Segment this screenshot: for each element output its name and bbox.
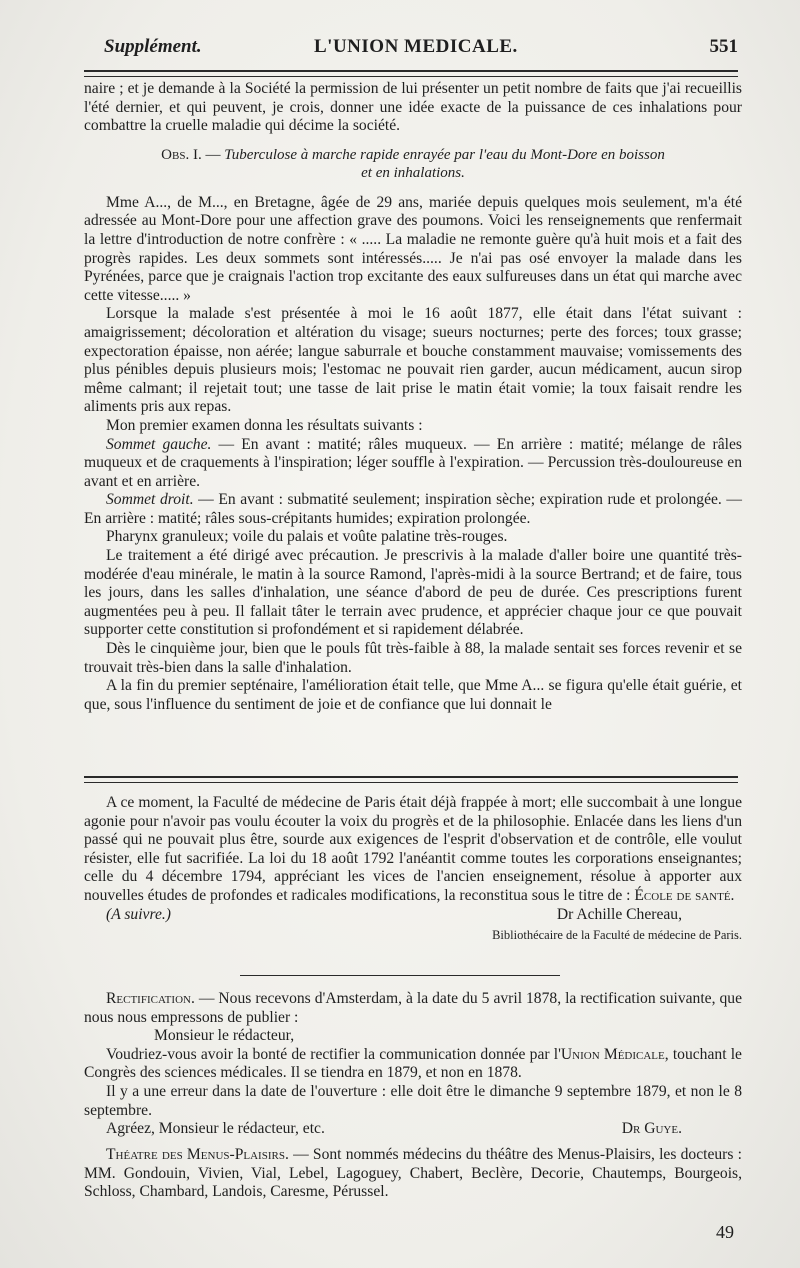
running-header [104,36,738,64]
rectification-closing-row [84,1120,742,1140]
observation-title [84,146,742,182]
sommet-droit-text: — En avant : submatité seulement; inspiration sèche; expiration rude et prolongée. — En arrière : matité; râles sous-crépitants humides; expiration prolongée. [84,491,742,527]
rectification-signature: Dr Guye. [621,1120,682,1138]
paragraph-first-week: A la fin du premier septénaire, l'amélioration était telle, que Mme A... se figura qu'elle était guérie, et que, sous l'influence du sentiment de joie et de confiance que lui donnait le [84,677,742,713]
rectification-intro: — Nous recevons d'Amsterdam, à la date du 5 avril 1878, la rectification suivante, que nous nous empressons de publier : [84,990,742,1026]
sommet-gauche-text: — En avant : matité; râles muqueux. — En arrière : matité; mélange de râles muqueux et de craquements à l'inspiration; léger souffle à l'expiration. — Percussion très-douloureuse en avant et en arrière. [84,435,742,490]
rectification-label: Rectification. [106,990,195,1007]
main-text [84,80,742,714]
rectification-body2: Il y a une erreur dans la date de l'ouverture : elle doit être le dimanche 9 septembre 1879, et non le 8 septembre. [84,1082,742,1119]
feuilleton-signature-title: Bibliothécaire de la Faculté de médecine de Paris. [492,927,742,942]
journal-title: L'UNION MEDICALE. [314,36,518,57]
paragraph-patient: Mme A..., de M..., en Bretagne, âgée de 29 ans, mariée depuis quelques mois seulement, m'a été adressée au Mont-Dore pour une affection grave des poumons. Voici les renseignements que renfermait la lettre d'introduction de notre confrère : « ..... La maladie ne remonte guère qu'à huit mois et a fait des progrès rapides. Les deux sommets sont intéressés..... Je n'ai pas osé envoyer la malade dans les Pyrénées, parce que je craignais l'action trop excitante des eaux sulfureuses dans un état qui marche avec cette vitesse..... » [84,193,742,304]
page-number: 551 [709,36,738,57]
paragraph-treatment: Le traitement a été dirigé avec précaution. Je prescrivis à la malade d'aller boire une quantité très-modérée d'eau minérale, le matin à la source Ramond, l'après-midi à la source Bertrand; et de faire, tous les jours, dans les salles d'inhalation, une séance d'abord de peu de durée. Ces prescriptions furent augmentées peu à peu. Il fallait tâter le terrain avec prudence, et apprécier chaque jour ce que pouvait supporter cette constitution si profondément et si rapidement délabrée. [84,547,742,639]
theatre-paragraph [84,1146,742,1202]
sommet-gauche-label: Sommet gauche. [106,435,212,453]
observation-dash: — [201,146,225,163]
rectification-body1-a: Voudriez-vous avoir la bonté de rectifier la communication donnée par l' [106,1045,561,1063]
feuilleton-body: A ce moment, la Faculté de médecine de Paris était déjà frappée à mort; elle succombait à une longue agonie pour n'avoir pas voulu écouter la voix du progrès et de la philosophie. Enlacée dans les liens d'un passé qui ne pouvait plus être, sourde aux exigences de l'esprit d'observation et de contrôle, elle voulut résister, elle fut sacrifiée. La loi du 18 août 1792 l'anéantit comme toutes les corporations enseignantes; celle du 4 décembre 1794, appréciant les vices de l'ancien enseignement, résolue à apporter aux nouvelles études de profondes et radicales modifications, la reconstitua sous le titre de : [84,794,742,904]
intro-paragraph: naire ; et je demande à la Société la permission de lui présenter un petit nombre de faits que j'ai recueillis l'été dernier, et qui peuvent, je crois, donner une idée exacte de la puissance de ces inhalations pour combattre la cruelle maladie qui décime la société. [84,80,742,135]
a-suivre: (A suivre.) [106,905,171,923]
observation-label: Obs. I. [161,146,202,163]
observation-title-line2: et en inhalations. [361,164,465,181]
feuilleton-rule-thin [84,782,738,783]
rectification-paragraph [84,990,742,1027]
union-medicale-name: Union Médicale [560,1045,665,1063]
ecole-de-sante: École de santé. [634,886,735,904]
paragraph-pharynx: Pharynx granuleux; voile du palais et voûte palatine très-rouges. [106,528,508,546]
paragraph-sommet-gauche [84,436,742,492]
header-rule [84,70,738,72]
observation-title-line1: Tuberculose à marche rapide enrayée par l'eau du Mont-Dore en boisson [224,146,665,163]
paragraph-sommet-droit [84,491,742,528]
feuilleton-rule [84,776,738,778]
paragraph-exam: Mon premier examen donna les résultats suivants : [106,416,423,434]
header-section: Supplément. [104,36,202,57]
rectification-salutation: Monsieur le rédacteur, [154,1027,295,1045]
rectification-body1-b: , touchant le Congrès des sciences médicales. Il se tiendra en 1879, et non en 1878. [84,1045,742,1082]
folio-signature: 49 [716,1222,734,1242]
feuilleton-signature-row [84,906,742,926]
section-divider [240,975,560,976]
paragraph-state: Lorsque la malade s'est présentée à moi le 16 août 1877, elle était dans l'état suivant : amaigrissement; décoloration et altération du visage; sueurs nocturnes; perte des forces; toux grasse; expectoration épaisse, non aérée; langue saburrale et bouche constamment mauvaise; vomissements des plus pénibles depuis plusieurs mois; l'estomac ne pouvait rien garder, aucun médicament, aucun sirop même calmant; il rejetait tout; une tasse de lait prise le matin était vomie; la toux faisait rendre les aliments pris aux repas. [84,305,742,416]
rectification-body1 [84,1046,742,1083]
theatre-text: — Sont nommés médecins du théâtre des Menus-Plaisirs, les docteurs : MM. Gondouin, Vivien, Vial, Lebel, Lagoguey, Chabert, Beclère, Decorie, Chautemps, Bourgeois, Schloss, Chambard, Landois, Caresme, Pérussel. [84,1146,742,1201]
feuilleton-signature: Dr Achille Chereau, [556,905,682,923]
paragraph-fifth-day: Dès le cinquième jour, bien que le pouls fût très-faible à 88, la malade sentait ses forces revenir et se trouvait très-bien dans la salle d'inhalation. [84,640,742,676]
rectification-closing: Agréez, Monsieur le rédacteur, etc. [106,1120,325,1138]
header-rule-thin [84,76,738,77]
theatre-label: Théatre des Menus-Plaisirs. [106,1146,289,1164]
sommet-droit-label: Sommet droit. [106,491,194,509]
feuilleton-paragraph [84,794,742,906]
feuilleton-text [84,794,742,944]
news-text [84,990,742,1202]
